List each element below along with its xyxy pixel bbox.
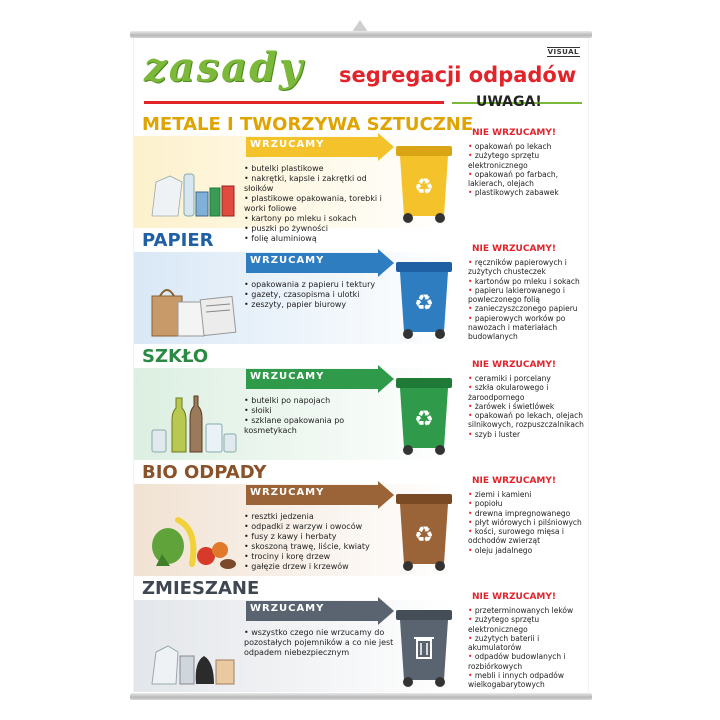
paper-waste-illustration — [148, 278, 238, 338]
list-item: • gazety, czasopisma i ulotki — [244, 290, 394, 300]
list-item: • opakowań po lekach — [468, 142, 588, 151]
nie-wrzucamy-heading: NIE WRZUCAMY! — [472, 592, 557, 602]
section-glass — [134, 344, 588, 460]
nie-wrzucamy-heading: NIE WRZUCAMY! — [472, 360, 557, 370]
recycling-poster — [134, 38, 588, 693]
poster-title-script: zasady — [144, 44, 305, 91]
wrzucamy-label: WRZUCAMY — [250, 603, 325, 614]
svg-text:♻: ♻ — [414, 407, 434, 432]
list-item: • zużytych baterii i akumulatorów — [468, 634, 588, 653]
section-paper — [134, 228, 588, 344]
yellow-bin-icon — [392, 140, 456, 224]
svg-text:♻: ♻ — [414, 291, 434, 316]
list-item: • ziemi i kamieni — [468, 490, 588, 499]
section-bio — [134, 460, 588, 576]
list-item: • żarówek i świetlówek — [468, 402, 588, 411]
list-item: • skoszoną trawę, liście, kwiaty — [244, 542, 394, 552]
list-item: • resztki jedzenia — [244, 512, 394, 522]
wrzucamy-label: WRZUCAMY — [250, 371, 325, 382]
list-item: • butelki plastikowe — [244, 164, 394, 174]
list-item: • opakowań po farbach, lakierach, olejach — [468, 170, 588, 189]
bottom-hanging-rail — [130, 693, 592, 700]
list-item: • odpadów budowlanych i rozbiórkowych — [468, 652, 588, 671]
bio-waste-illustration — [148, 510, 238, 570]
wrzucamy-label: WRZUCAMY — [250, 255, 325, 266]
accepted-items-list — [244, 280, 394, 310]
rejected-items-list — [468, 258, 588, 342]
nie-wrzucamy-heading: NIE WRZUCAMY! — [472, 128, 557, 138]
list-item: • mebli i innych odpadów wielkogabarytowych — [468, 671, 588, 690]
glass-waste-illustration — [148, 394, 238, 454]
list-item: • kartony po mleku i sokach — [244, 214, 394, 224]
list-item: • plastikowe opakowania, torebki i worki foliowe — [244, 194, 394, 214]
list-item: • gałęzie drzew i krzewów — [244, 562, 394, 572]
list-item: • zanieczyszczonego papieru — [468, 304, 588, 313]
list-item: • papieru lakierowanego i powleczonego folią — [468, 286, 588, 305]
list-item: • słoiki — [244, 406, 394, 416]
list-item: • płyt wiórowych i pilśniowych — [468, 518, 588, 527]
svg-text:♻: ♻ — [414, 175, 434, 200]
list-item: • popiołu — [468, 499, 588, 508]
green-bin-icon — [392, 372, 456, 456]
section-title: PAPIER — [142, 230, 214, 251]
list-item: • opakowania z papieru i tektury — [244, 280, 394, 290]
nie-wrzucamy-heading: NIE WRZUCAMY! — [472, 244, 557, 254]
rejected-items-list — [468, 142, 588, 198]
list-item: • plastikowych zabawek — [468, 188, 588, 197]
wrzucamy-label: WRZUCAMY — [250, 139, 325, 150]
list-item: • ceramiki i porcelany — [468, 374, 588, 383]
section-mixed — [134, 576, 588, 692]
list-item: • papierowych worków po nawozach i materiałach budowlanych — [468, 314, 588, 342]
list-item: • fusy z kawy i herbaty — [244, 532, 394, 542]
list-item: • szyb i luster — [468, 430, 588, 439]
brown-bin-icon — [392, 488, 456, 572]
list-item: • drewna impregnowanego — [468, 509, 588, 518]
section-title: ZMIESZANE — [142, 578, 260, 599]
blue-bin-icon — [392, 256, 456, 340]
list-item: • zużytego sprzętu elektronicznego — [468, 151, 588, 170]
top-hanging-rail — [130, 31, 592, 38]
list-item: • kości, surowego mięsa i odchodów zwierząt — [468, 527, 588, 546]
list-item: • zeszyty, papier biurowy — [244, 300, 394, 310]
list-item: • oleju jadalnego — [468, 546, 588, 555]
list-item: • wszystko czego nie wrzucamy do pozostałych pojemników a co nie jest odpadem niebezpiecznym — [244, 628, 394, 658]
list-item: • folię aluminiową — [244, 234, 394, 244]
accepted-items-list — [244, 628, 394, 658]
list-item: • ręczników papierowych i zużytych chusteczek — [468, 258, 588, 277]
poster-title: segregacji odpadów — [339, 63, 577, 87]
list-item: • opakowań po lekach, olejach silnikowych, rozpuszczalnikach — [468, 411, 588, 430]
section-title: SZKŁO — [142, 346, 209, 367]
plastic-waste-illustration — [148, 162, 238, 222]
list-item: • trociny i korę drzew — [244, 552, 394, 562]
uwaga-heading: UWAGA! — [476, 94, 542, 110]
list-item: • puszki po żywności — [244, 224, 394, 234]
section-title: BIO ODPADY — [142, 462, 267, 483]
rejected-items-list — [468, 606, 588, 690]
brand-logo: VISUAL — [547, 48, 579, 56]
list-item: • zużytego sprzętu elektronicznego — [468, 615, 588, 634]
accepted-items-list — [244, 512, 394, 572]
svg-text:♻: ♻ — [414, 523, 434, 548]
list-item: • przeterminowanych leków — [468, 606, 588, 615]
list-item: • butelki po napojach — [244, 396, 394, 406]
list-item: • kartonów po mleku i sokach — [468, 277, 588, 286]
list-item: • odpadki z warzyw i owoców — [244, 522, 394, 532]
wrzucamy-label: WRZUCAMY — [250, 487, 325, 498]
grey-bin-icon — [392, 604, 456, 688]
list-item: • szkła okularowego i żaroodpornego — [468, 383, 588, 402]
list-item: • nakrętki, kapsle i zakrętki od słoików — [244, 174, 394, 194]
rejected-items-list — [468, 490, 588, 555]
list-item: • szklane opakowania po kosmetykach — [244, 416, 394, 436]
nie-wrzucamy-heading: NIE WRZUCAMY! — [472, 476, 557, 486]
section-title: METALE I TWORZYWA SZTUCZNE — [142, 114, 474, 135]
accepted-items-list — [244, 396, 394, 436]
rejected-items-list — [468, 374, 588, 439]
title-underline — [144, 101, 444, 104]
mixed-waste-illustration — [148, 626, 238, 686]
